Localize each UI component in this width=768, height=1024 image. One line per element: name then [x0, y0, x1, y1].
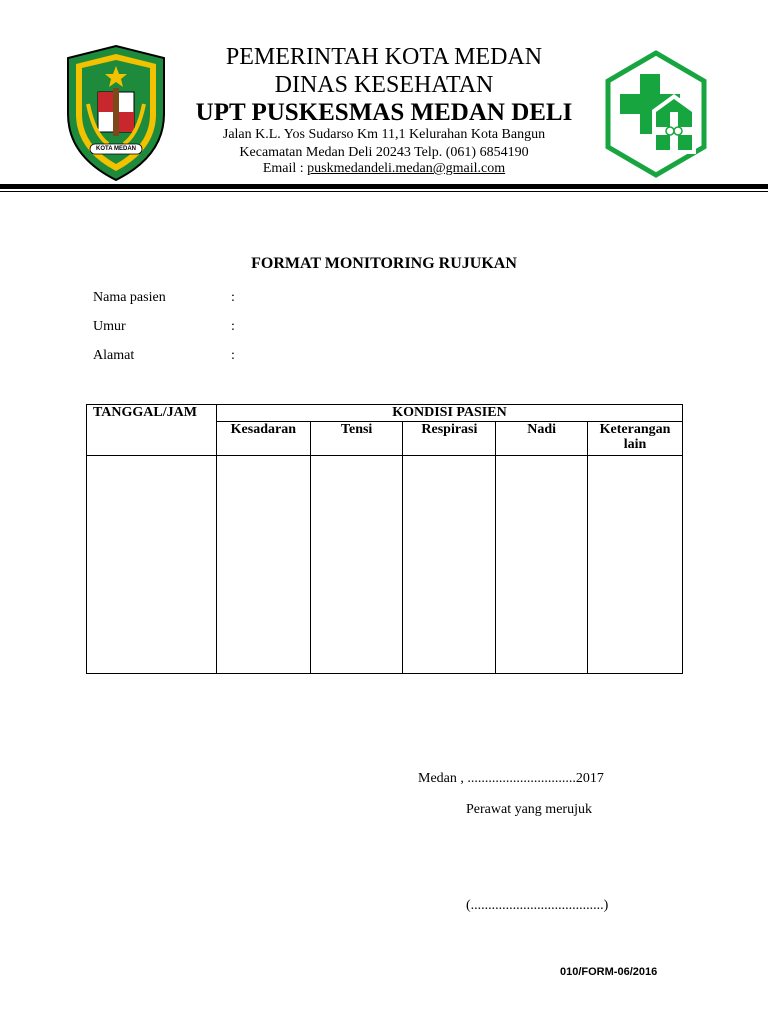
signer-role: Perawat yang merujuk [466, 802, 592, 817]
header-nadi: Nadi [496, 422, 588, 456]
email-link[interactable]: puskmedandeli.medan@gmail.com [307, 161, 506, 176]
field-label-umur: Umur [93, 319, 126, 334]
header-tanggal-jam: TANGGAL/JAM [87, 405, 217, 456]
table-cell[interactable] [496, 456, 588, 674]
page-title: FORMAT MONITORING RUJUKAN [251, 255, 517, 272]
header-keterangan-lain: Keterangan lain [588, 422, 683, 456]
header-kesadaran: Kesadaran [216, 422, 310, 456]
email-label: Email : [262, 161, 308, 176]
table-cell[interactable] [216, 456, 310, 674]
field-label-nama-pasien: Nama pasien [93, 290, 166, 305]
table-cell[interactable] [310, 456, 403, 674]
letterhead-line3: UPT PUSKESMAS MEDAN DELI [195, 99, 573, 126]
emblem-caption: KOTA MEDAN [96, 146, 136, 152]
header-respirasi: Respirasi [403, 422, 496, 456]
table-row [87, 456, 683, 674]
email-line [0, 161, 768, 177]
header-tensi: Tensi [310, 422, 403, 456]
form-code: 010/FORM-06/2016 [560, 966, 658, 978]
field-colon: : [231, 319, 235, 334]
letterhead-line2: DINAS KESEHATAN [274, 72, 494, 98]
table-cell[interactable] [588, 456, 683, 674]
field-colon: : [231, 348, 235, 363]
field-colon: : [231, 290, 235, 305]
table-header-row [87, 405, 683, 422]
letterhead-rule-thin [0, 191, 768, 192]
field-label-alamat: Alamat [93, 348, 135, 363]
address-line2: Kecamatan Medan Deli 20243 Telp. (061) 6854190 [239, 145, 529, 160]
place-date-line: Medan , ...............................2017 [418, 771, 604, 786]
header-kondisi-pasien: KONDISI PASIEN [216, 405, 682, 422]
monitoring-table [86, 404, 683, 674]
address-line1: Jalan K.L. Yos Sudarso Km 11,1 Kelurahan Kota Bangun [222, 127, 546, 142]
table-cell[interactable] [87, 456, 217, 674]
table-cell[interactable] [403, 456, 496, 674]
signer-name-placeholder: (......................................) [466, 898, 609, 913]
letterhead-line1: PEMERINTAH KOTA MEDAN [225, 44, 543, 70]
letterhead-rule-thick [0, 184, 768, 189]
